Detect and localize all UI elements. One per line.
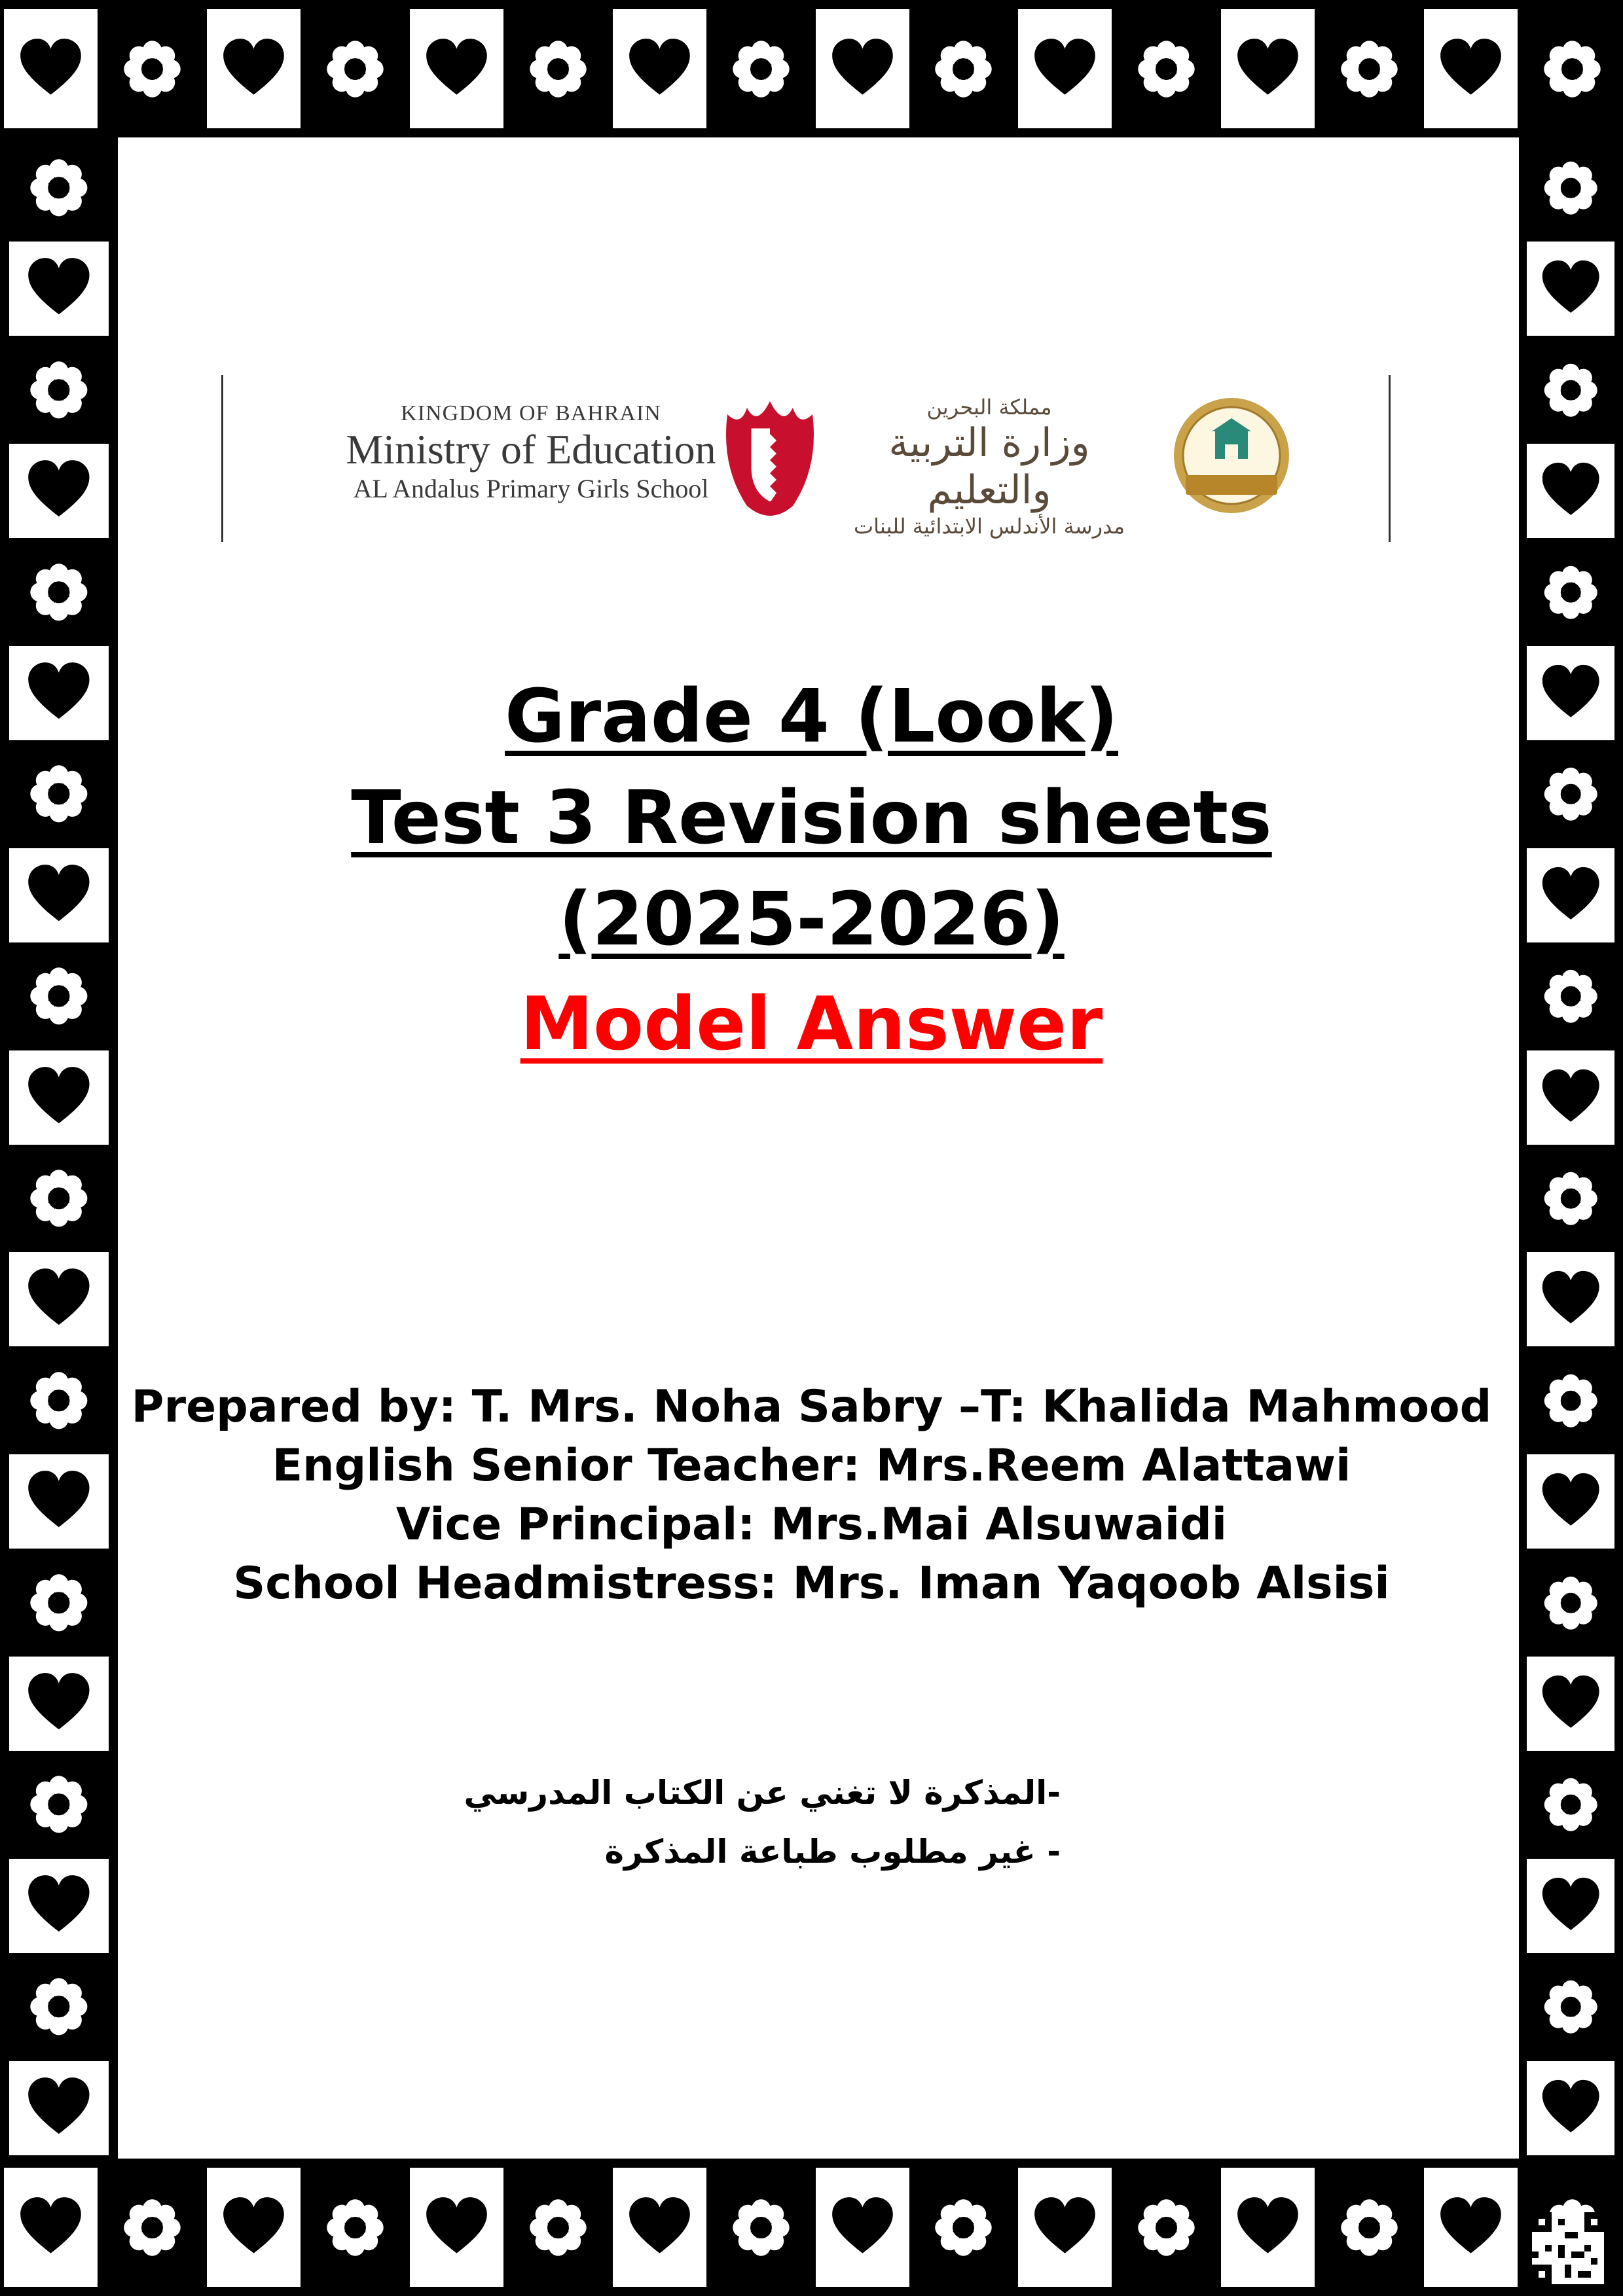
border-tile-flower [1527,1960,1614,2054]
border-tile-heart [1527,1657,1614,1751]
border-tile-heart [1221,2168,1315,2287]
border-tile-heart [9,1657,109,1751]
heart-icon [1539,1066,1602,1129]
flower-icon [1539,35,1606,103]
border-tile-heart [410,2168,503,2287]
arabic-note-1: -المذكرة لا تغني عن الكتاب المدرسي [464,1774,1061,1812]
title-model-answer: Model Answer [520,982,1103,1067]
arabic-kingdom-label: مملكة البحرين [926,395,1052,420]
heart-icon [25,255,93,323]
title-grade: Grade 4 (Look) [505,674,1118,759]
flower-icon [25,154,93,222]
arabic-note-2: - غير مطلوب طباعة المذكرة [604,1833,1061,1871]
border-tile-heart [9,444,109,538]
border-tile-flower [917,2168,1010,2287]
heart-icon [25,1872,93,1940]
flower-icon [524,35,592,103]
flower-icon [25,1164,93,1232]
border-tile-flower [1525,9,1619,128]
flower-icon [727,2194,795,2261]
flower-icon [321,2194,389,2261]
ministry-label: Ministry of Education [346,426,716,473]
title-year: (2025-2026) [558,877,1065,962]
border-tile-heart [1018,9,1112,128]
border-tile-flower [9,1757,109,1852]
kingdom-label: KINGDOM OF BAHRAIN [401,401,661,425]
flower-icon [1539,1975,1602,2038]
heart-icon [1539,257,1602,320]
border-tile-heart [613,2168,706,2287]
border-tile-flower [9,343,109,437]
flower-icon [1539,1773,1602,1836]
heart-icon [1437,2194,1504,2261]
bahrain-coat-of-arms-icon [721,388,819,526]
flower-icon [930,35,997,103]
border-tile-flower [511,2168,605,2287]
border-tile-flower [714,9,808,128]
border-tile-flower [917,9,1010,128]
heart-icon [25,1064,93,1132]
arabic-school-label: مدرسة الأندلس الابتدائية للبنات [854,514,1125,539]
border-tile-heart [9,2061,109,2155]
border-tile-flower [1527,1151,1614,1246]
arabic-header [826,395,1153,539]
border-tile-flower [308,9,402,128]
border-tile-flower [1322,9,1416,128]
heart-icon [25,1670,93,1738]
english-header [302,401,760,504]
credit-vice-principal: Vice Principal: Mrs.Mai Alsuwaidi [395,1499,1228,1551]
flower-icon [1539,561,1602,624]
arabic-ministry-label: وزارة التربية والتعليم [888,420,1090,513]
heart-icon [423,2194,490,2261]
heart-icon [1031,2194,1099,2261]
credit-senior-teacher: English Senior Teacher: Mrs.Reem Alattawi [272,1440,1351,1492]
flower-icon [1336,2194,1403,2261]
border-tile-flower [1120,9,1213,128]
border-tile-heart [410,9,503,128]
heart-icon [1539,1874,1602,1937]
left-border [0,137,118,2159]
title-test: Test 3 Revision sheets [351,776,1272,861]
heart-icon [1234,2194,1302,2261]
heart-icon [1539,1268,1602,1331]
header-banner [221,375,1391,542]
flower-icon [119,2194,186,2261]
right-border [1519,137,1623,2159]
border-tile-heart [1424,2168,1518,2287]
school-label: AL Andalus Primary Girls School [353,474,709,503]
border-tile-heart [9,1252,109,1346]
flower-icon [727,35,795,103]
heart-icon [1539,459,1602,522]
border-tile-flower [9,141,109,235]
heart-icon [829,35,896,103]
border-tile-heart [816,2168,909,2287]
border-tile-flower [1527,545,1614,639]
heart-icon [1437,35,1504,103]
flower-icon [524,2194,592,2261]
heart-icon [25,2074,93,2142]
border-tile-heart [4,9,98,128]
heart-icon [1234,35,1302,103]
border-tile-flower [1322,2168,1416,2287]
border-tile-flower [308,2168,402,2287]
border-tile-heart [9,242,109,336]
border-tile-flower [1527,1757,1614,1852]
flower-icon [930,2194,997,2261]
border-tile-flower [714,2168,808,2287]
flower-icon [1133,35,1200,103]
heart-icon [626,35,693,103]
border-tile-heart [1527,1252,1614,1346]
border-tile-heart [9,1859,109,1953]
heart-icon [626,2194,693,2261]
border-tile-heart [1221,9,1315,128]
border-tile-flower [1527,141,1614,235]
heart-icon [220,2194,287,2261]
border-tile-heart [1527,2061,1614,2155]
border-tile-flower [1527,343,1614,437]
border-tile-flower [511,9,605,128]
flower-icon [25,1770,93,1839]
heart-icon [423,35,490,103]
border-tile-heart [1424,9,1518,128]
border-tile-heart [1018,2168,1112,2287]
border-tile-heart [1527,444,1614,538]
heart-icon [220,35,287,103]
heart-icon [1539,1672,1602,1735]
border-tile-heart [1527,1859,1614,1953]
flower-icon [1539,1167,1602,1230]
credit-headmistress: School Headmistress: Mrs. Iman Yaqoob Alsisi [233,1558,1390,1609]
flower-icon [119,35,186,103]
heart-icon [25,1265,93,1333]
flower-icon [25,356,93,424]
heart-icon [17,2194,84,2261]
qr-code-icon [1532,2212,1604,2284]
credit-prepared-by: Prepared by: T. Mrs. Noha Sabry –T: Khalida Mahmood [131,1381,1492,1433]
border-tile-flower [105,9,199,128]
border-tile-flower [9,1960,109,2054]
border-tile-flower [9,1151,109,1246]
flower-icon [1539,359,1602,422]
border-tile-heart [207,9,301,128]
heart-icon [25,457,93,525]
flower-icon [25,1973,93,2041]
heart-icon [1539,2077,1602,2140]
flower-icon [1539,156,1602,219]
border-tile-heart [4,2168,98,2287]
border-tile-heart [613,9,706,128]
border-tile-heart [816,9,909,128]
flower-icon [321,35,389,103]
heart-icon [829,2194,896,2261]
heart-icon [17,35,84,103]
flower-icon [1336,35,1403,103]
border-tile-flower [9,545,109,639]
border-tile-heart [207,2168,301,2287]
heart-icon [1031,35,1099,103]
border-tile-flower [105,2168,199,2287]
border-tile-flower [1120,2168,1213,2287]
showcase-school-badge-icon [1166,393,1297,524]
border-tile-heart [1527,242,1614,336]
flower-icon [25,558,93,626]
flower-icon [1133,2194,1200,2261]
